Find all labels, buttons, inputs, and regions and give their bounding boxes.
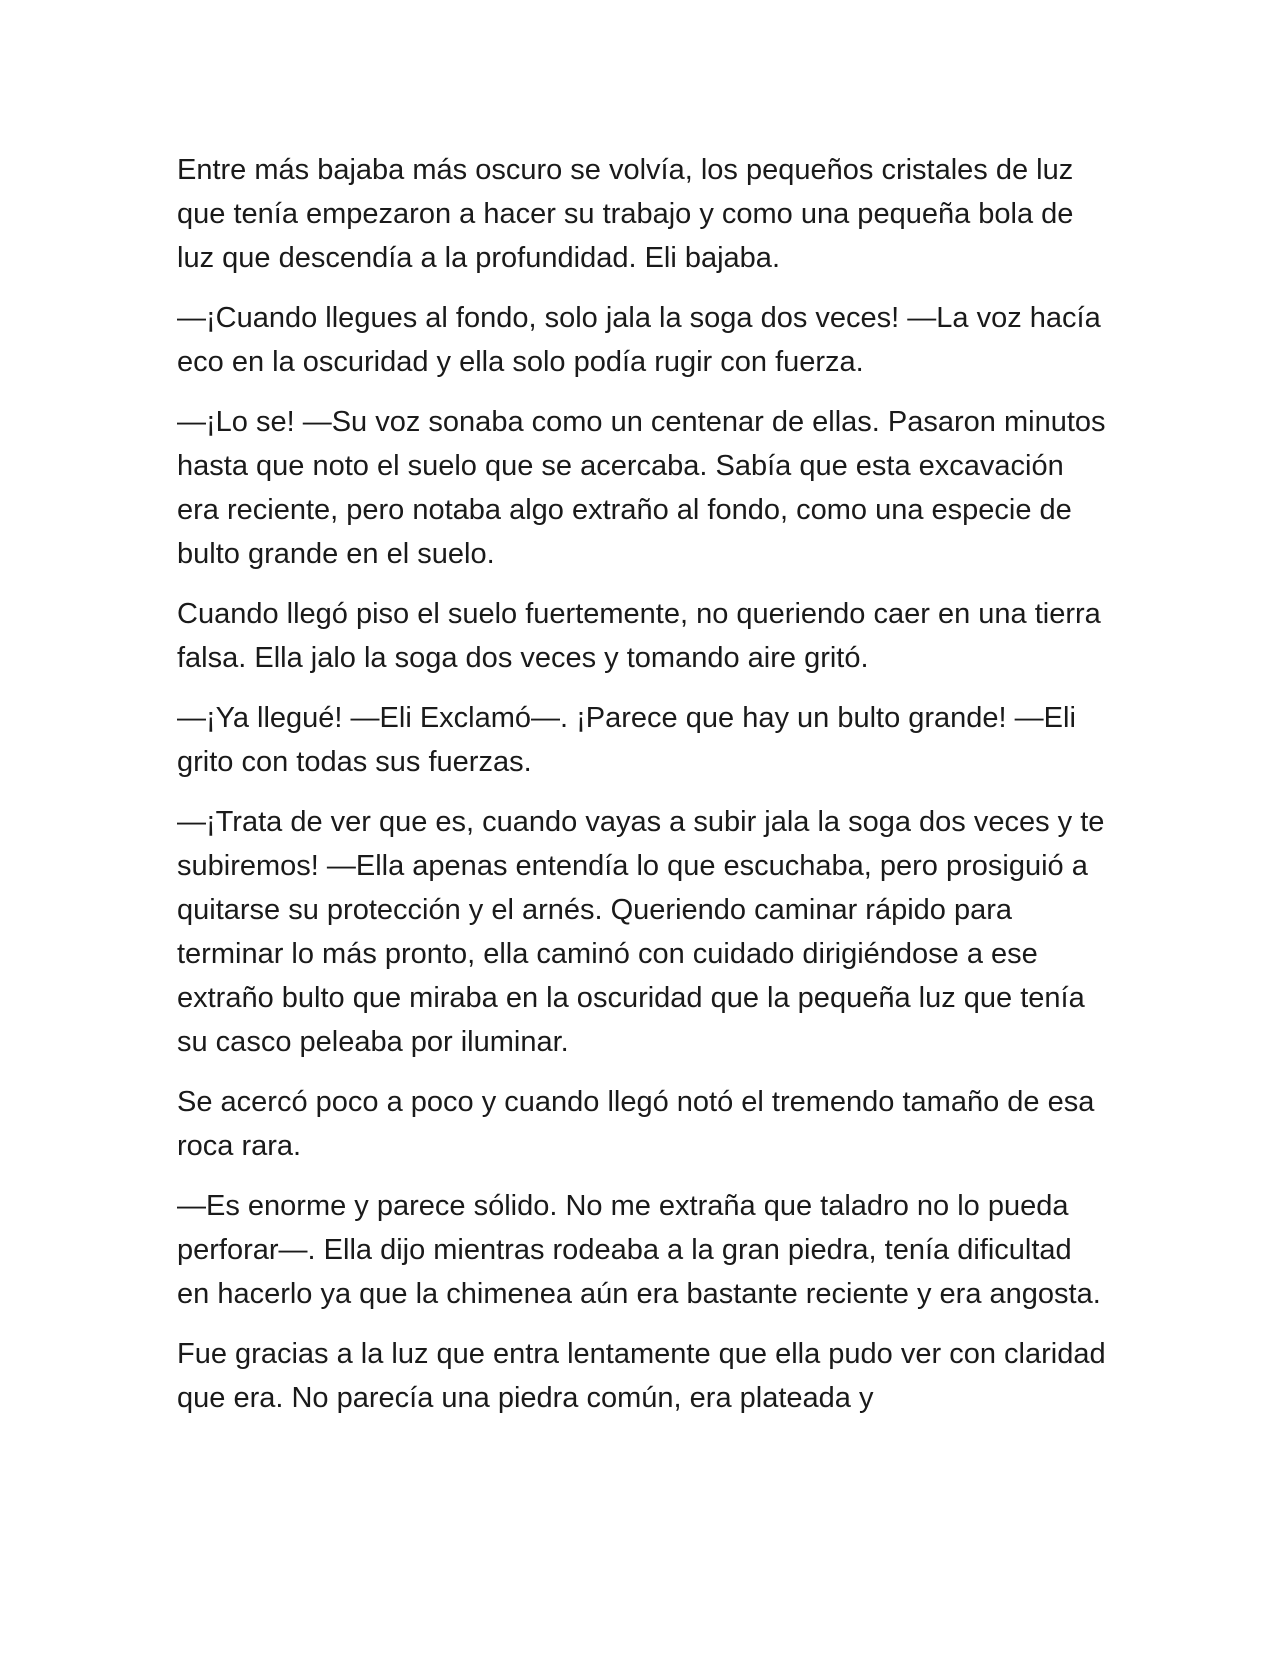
paragraph: Se acercó poco a poco y cuando llegó notó el tremendo tamaño de esa roca rara. [177,1086,1095,1162]
paragraph: —¡Ya llegué! —Eli Exclamó—. ¡Parece que hay un bulto grande! —Eli grito con todas sus fuerzas. [177,702,1076,778]
paragraph: —¡Trata de ver que es, cuando vayas a subir jala la soga dos veces y te subiremos! —Ella apenas entendía lo que escuchaba, pero prosiguió a quitarse su protección y el arnés. Queriendo caminar rápido para terminar lo más pronto, ella caminó con cuidado dirigiéndose a ese extraño bulto que miraba en la oscuridad que la pequeña luz que tenía su casco peleaba por iluminar. [177,806,1105,1058]
document-body [177,148,1107,1436]
paragraph: —¡Lo se! —Su voz sonaba como un centenar de ellas. Pasaron minutos hasta que noto el suelo que se acercaba. Sabía que esta excavación era reciente, pero notaba algo extraño al fondo, como una especie de bulto grande en el suelo. [177,406,1106,570]
paragraph: Fue gracias a la luz que entra lentamente que ella pudo ver con claridad que era. No parecía una piedra común, era plateada y [177,1338,1106,1414]
paragraph: Cuando llegó piso el suelo fuertemente, no queriendo caer en una tierra falsa. Ella jalo la soga dos veces y tomando aire gritó. [177,598,1101,674]
paragraph: —Es enorme y parece sólido. No me extraña que taladro no lo pueda perforar—. Ella dijo mientras rodeaba a la gran piedra, tenía dificultad en hacerlo ya que la chimenea aún era bastante reciente y era angosta. [177,1190,1101,1310]
paragraph: Entre más bajaba más oscuro se volvía, los pequeños cristales de luz que tenía empezaron a hacer su trabajo y como una pequeña bola de luz que descendía a la profundidad. Eli bajaba. [177,154,1074,274]
paragraph: —¡Cuando llegues al fondo, solo jala la soga dos veces! —La voz hacía eco en la oscuridad y ella solo podía rugir con fuerza. [177,302,1101,378]
